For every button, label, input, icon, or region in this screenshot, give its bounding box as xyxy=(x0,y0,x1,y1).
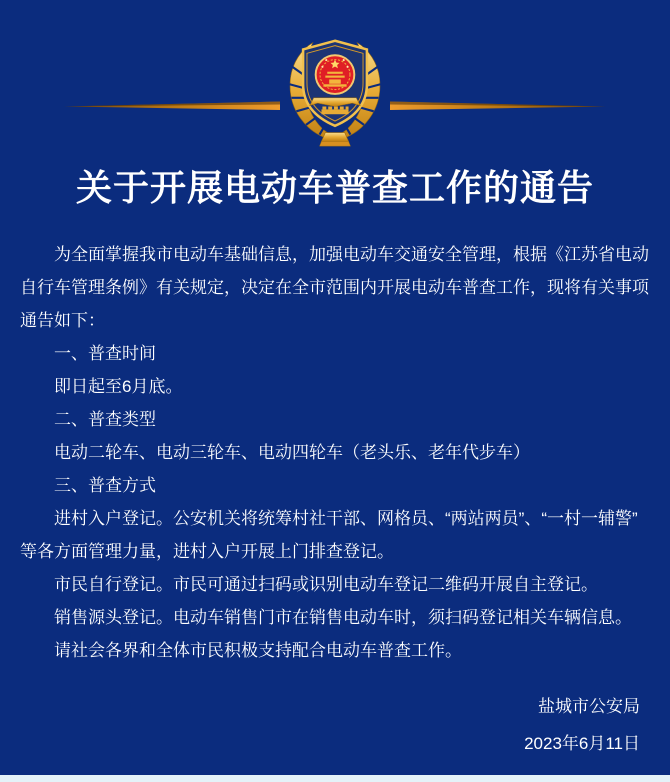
body-line-section-2: 二、普查类型 xyxy=(54,410,156,429)
body-line: 等各方面管理力量，进村入户开展上门排查登记。 xyxy=(20,542,394,561)
body-line: 销售源头登记。电动车销售门市在销售电动车时，须扫码登记相关车辆信息。 xyxy=(54,608,632,627)
issuer-name: 盐城市公安局 xyxy=(538,697,640,716)
issue-date: 2023年6月11日 xyxy=(524,734,640,753)
body-line: 进村入户登记。公安机关将统筹村社干部、网格员、“两站两员”、“一村一辅警” xyxy=(54,509,638,528)
body-line-section-3: 三、普查方式 xyxy=(54,476,156,495)
notice-title: 关于开展电动车普查工作的通告 xyxy=(75,167,594,208)
notice-body xyxy=(20,238,650,667)
body-line: 请社会各界和全体市民积极支持配合电动车普查工作。 xyxy=(54,641,462,660)
body-line: 为全面掌握我市电动车基础信息，加强电动车交通安全管理，根据《江苏省电动 xyxy=(54,245,649,264)
gold-divider-line-left xyxy=(64,100,280,112)
bottom-strip xyxy=(0,775,670,782)
body-line-section-1: 一、普查时间 xyxy=(54,344,156,363)
body-line: 电动二轮车、电动三轮车、电动四轮车（老头乐、老年代步车） xyxy=(54,443,530,462)
police-badge-icon xyxy=(277,36,393,148)
gold-divider-line-right xyxy=(390,100,606,112)
body-line: 通告如下： xyxy=(20,311,105,330)
body-line: 市民自行登记。市民可通过扫码或识别电动车登记二维码开展自主登记。 xyxy=(54,575,598,594)
signature-block xyxy=(524,688,640,762)
body-line: 自行车管理条例》有关规定，决定在全市范围内开展电动车普查工作，现将有关事项 xyxy=(20,278,649,297)
body-line: 即日起至6月底。 xyxy=(54,377,183,396)
